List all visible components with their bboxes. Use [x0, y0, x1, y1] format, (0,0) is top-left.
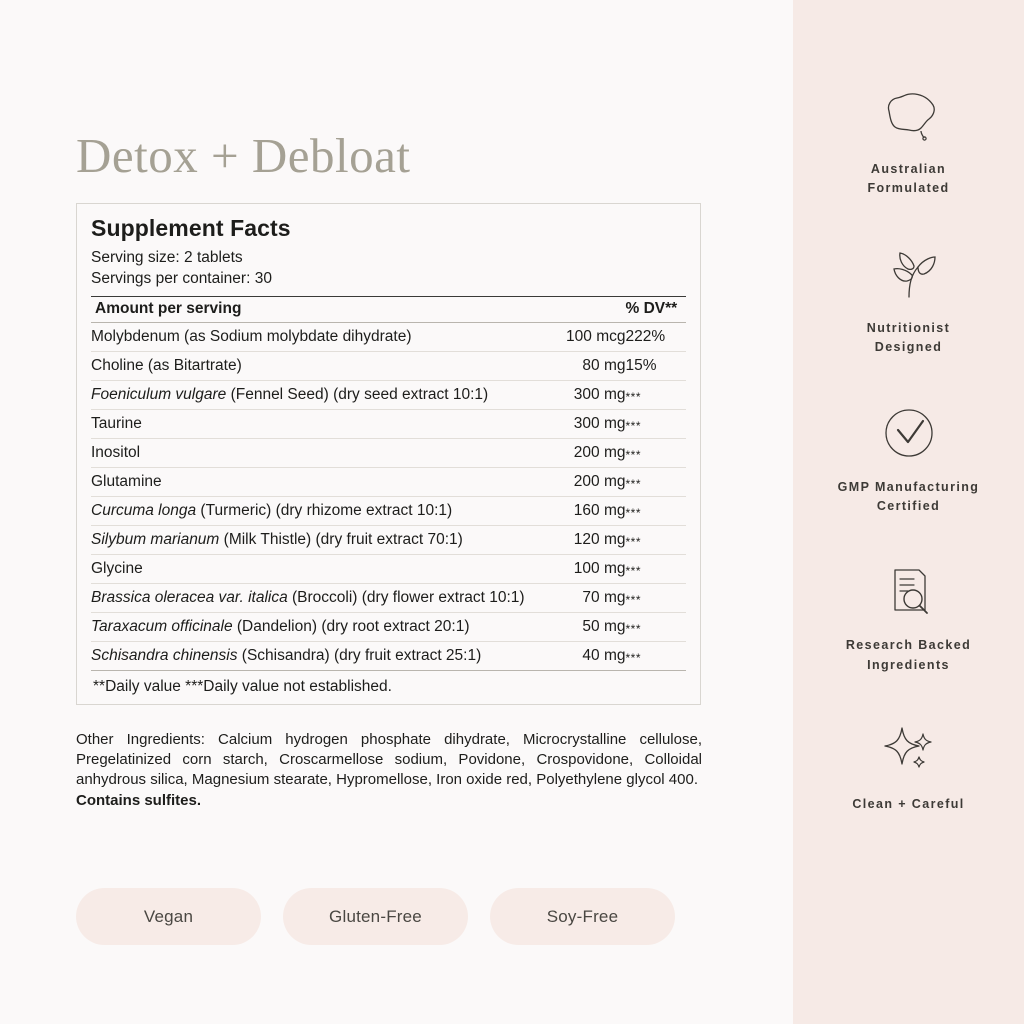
feature-caption [867, 160, 949, 199]
ingredient-amount: 100 mcg [529, 322, 626, 351]
ingredient-amount: 80 mg [529, 351, 626, 380]
ingredient-name [91, 525, 529, 554]
ingredient-name [91, 583, 529, 612]
ingredient-name [91, 641, 529, 670]
ingredient-name [91, 612, 529, 641]
ingredient-amount: 200 mg [529, 438, 626, 467]
supplement-facts-panel [76, 203, 701, 705]
table-row [91, 438, 686, 467]
ingredient-amount: 50 mg [529, 612, 626, 641]
table-row [91, 641, 686, 670]
ingredient-name: Glycine [91, 554, 529, 583]
feature-line-2: Ingredients [867, 657, 950, 672]
feature-caption [838, 478, 980, 517]
feature-line-1: Clean + Careful [852, 797, 965, 811]
ingredient-latin-name: Foeniculum vulgare [91, 385, 227, 403]
ingredient-daily-value: *** [625, 525, 686, 554]
table-row [91, 496, 686, 525]
servings-per-container: Servings per container: 30 [91, 269, 272, 287]
ingredient-name: Glutamine [91, 467, 529, 496]
contains-warning: Contains sulfites. [76, 792, 202, 810]
supplement-facts-table [91, 297, 686, 671]
supplement-facts-heading: Supplement Facts [91, 215, 291, 241]
serving-size: Serving size: 2 tablets [91, 249, 243, 266]
ingredient-name: Choline (as Bitartrate) [91, 351, 529, 380]
feature-line-2: Designed [874, 340, 943, 355]
ingredient-amount: 40 mg [529, 641, 626, 670]
ingredient-name [91, 380, 529, 409]
ingredient-latin-name: Schisandra chinensis [91, 646, 238, 664]
ingredient-daily-value: *** [625, 554, 686, 583]
feature-research-backed [793, 560, 1024, 675]
table-header-row [91, 297, 686, 323]
ingredient-name: Inositol [91, 438, 529, 467]
badge-soy-free: Soy-Free [490, 888, 675, 945]
ingredient-amount: 120 mg [529, 525, 626, 554]
ingredient-daily-value: 15% [625, 351, 686, 380]
feature-line-1: Nutritionist [866, 320, 951, 335]
feature-clean-careful [793, 719, 1024, 814]
ingredient-latin-name: Silybum marianum [91, 530, 220, 548]
ingredient-common-name: (Turmeric) (dry rhizome extract 10:1) [196, 501, 453, 519]
amount-per-serving-header: Amount per serving [91, 297, 529, 323]
amount-col-spacer [529, 297, 626, 323]
feature-rail [793, 0, 1024, 1024]
other-ingredients-block [76, 730, 702, 811]
table-row [91, 409, 686, 438]
feature-australian-formulated [793, 84, 1024, 199]
ingredient-name: Taurine [91, 409, 529, 438]
table-row [91, 380, 686, 409]
table-row [91, 583, 686, 612]
badge-vegan: Vegan [76, 888, 261, 945]
ingredient-common-name: (Fennel Seed) (dry seed extract 10:1) [226, 385, 489, 403]
dv-header: % DV** [625, 297, 686, 323]
ingredient-daily-value: 222% [625, 322, 686, 351]
ingredient-daily-value: *** [625, 380, 686, 409]
badge-row [76, 888, 675, 945]
ingredient-amount: 70 mg [529, 583, 626, 612]
ingredient-latin-name: Curcuma longa [91, 501, 197, 519]
document-magnifier-icon [879, 560, 939, 622]
feature-caption [867, 319, 950, 358]
mortar-pestle-check-icon [878, 402, 940, 464]
australia-map-icon [877, 84, 941, 146]
sparkle-icon [878, 719, 940, 781]
page-title: Detox + Debloat [76, 127, 411, 183]
leaf-sprig-icon [878, 243, 940, 305]
ingredient-daily-value: *** [625, 612, 686, 641]
feature-line-1: GMP Manufacturing [837, 479, 980, 494]
ingredient-common-name: (Milk Thistle) (dry fruit extract 70:1) [219, 530, 463, 548]
ingredient-daily-value: *** [625, 583, 686, 612]
ingredient-amount: 100 mg [529, 554, 626, 583]
ingredient-latin-name: Brassica oleracea var. italica [91, 588, 288, 606]
feature-line-2: Formulated [867, 181, 950, 196]
ingredient-latin-name: Taraxacum officinale [91, 617, 233, 635]
feature-line-2: Certified [876, 498, 941, 513]
table-row [91, 351, 686, 380]
feature-line-1: Australian [870, 162, 947, 176]
table-row [91, 554, 686, 583]
feature-line-1: Research Backed [845, 638, 972, 653]
feature-nutritionist-designed [793, 243, 1024, 358]
feature-gmp-certified [793, 402, 1024, 517]
other-ingredients-text: Other Ingredients: Calcium hydrogen phosphate dihydrate, Microcrystalline cellulose, Pregelatinized corn starch, Croscarmellose sodium, Povidone, Crospovidone, Colloidal anhydrous silica, Magnesium stearate, Hypromellose, Iron oxide red, Polyethylene glycol 400. [76, 731, 702, 788]
ingredient-daily-value: *** [625, 467, 686, 496]
ingredient-daily-value: *** [625, 409, 686, 438]
table-row [91, 322, 686, 351]
table-row [91, 525, 686, 554]
ingredient-amount: 160 mg [529, 496, 626, 525]
ingredient-daily-value: *** [625, 641, 686, 670]
table-row [91, 612, 686, 641]
ingredient-amount: 300 mg [529, 380, 626, 409]
ingredient-common-name: (Broccoli) (dry flower extract 10:1) [287, 588, 525, 606]
feature-caption [846, 636, 971, 675]
ingredient-name: Molybdenum (as Sodium molybdate dihydrate) [91, 322, 529, 351]
ingredient-daily-value: *** [625, 496, 686, 525]
feature-caption [852, 795, 964, 814]
daily-value-footnote: **Daily value ***Daily value not established. [93, 677, 392, 695]
badge-gluten-free: Gluten-Free [283, 888, 468, 945]
ingredient-name [91, 496, 529, 525]
table-row [91, 467, 686, 496]
ingredient-daily-value: *** [625, 438, 686, 467]
ingredient-amount: 300 mg [529, 409, 626, 438]
ingredient-common-name: (Schisandra) (dry fruit extract 25:1) [237, 646, 482, 664]
ingredient-common-name: (Dandelion) (dry root extract 20:1) [232, 617, 470, 635]
ingredient-amount: 200 mg [529, 467, 626, 496]
